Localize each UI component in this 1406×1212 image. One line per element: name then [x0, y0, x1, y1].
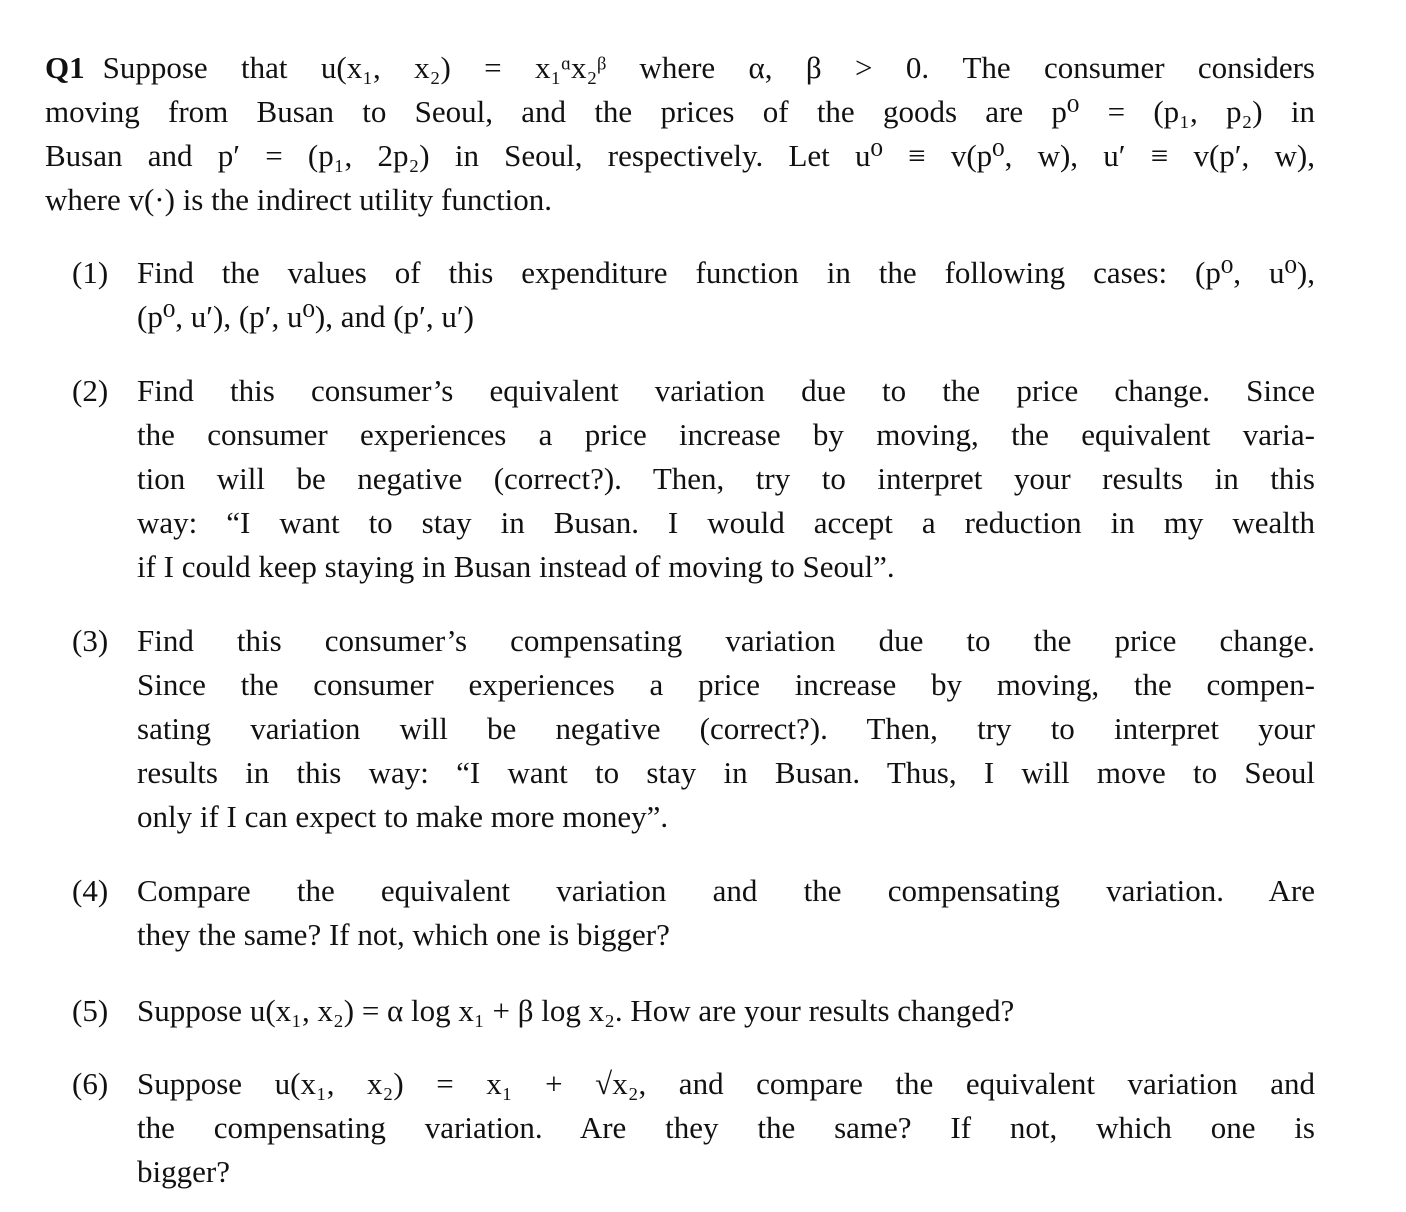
sub-question-line: if I could keep staying in Busan instead of moving to Seoul”. [137, 549, 895, 584]
sub-question-number: (4) [72, 873, 109, 908]
sub-question-number: (1) [72, 255, 109, 290]
question-line: where v(·) is the indirect utility function. [45, 182, 553, 217]
sub-question-5 [72, 989, 1315, 1033]
sub-question-line: Since the consumer experiences a price increase by moving, the compen- [137, 667, 1315, 702]
question-text: Suppose that u(x₁, x₂) = x₁ᵅx₂ᵝ where α, β > 0. The consumer considers [102, 50, 1315, 85]
sub-question-2 [72, 369, 1315, 589]
sub-question-line: only if I can expect to make more money”. [137, 799, 669, 834]
sub-question-line: they the same? If not, which one is bigger? [137, 917, 670, 952]
sub-question-6 [72, 1062, 1315, 1194]
sub-question-number: (2) [72, 373, 109, 408]
sub-question-line: sating variation will be negative (correct?). Then, try to interpret your [137, 711, 1315, 746]
sub-question-line: Find this consumer’s compensating variation due to the price change. [137, 623, 1315, 658]
sub-question-line: bigger? [137, 1154, 230, 1189]
sub-question-3 [72, 619, 1315, 839]
sub-question-line: Suppose u(x₁, x₂) = x₁ + √x₂, and compare the equivalent variation and [137, 1066, 1315, 1101]
sub-question-line: Suppose u(x₁, x₂) = α log x₁ + β log x₂. How are your results changed? [137, 993, 1015, 1028]
sub-question-line: Compare the equivalent variation and the compensating variation. Are [137, 873, 1315, 908]
sub-question-line: way: “I want to stay in Busan. I would accept a reduction in my wealth [137, 505, 1315, 540]
sub-question-line: the consumer experiences a price increase by moving, the equivalent varia- [137, 417, 1315, 452]
question-line: Busan and p′ = (p₁, 2p₂) in Seoul, respectively. Let u⁰ ≡ v(p⁰, w), u′ ≡ v(p′, w), [45, 138, 1315, 173]
sub-question-line: Find the values of this expenditure function in the following cases: (p⁰, u⁰), [137, 255, 1315, 290]
sub-question-number: (6) [72, 1066, 109, 1101]
sub-question-number: (3) [72, 623, 109, 658]
sub-question-line: (p⁰, u′), (p′, u⁰), and (p′, u′) [137, 299, 474, 334]
question-q1 [45, 46, 1315, 222]
sub-question-1 [72, 251, 1315, 339]
sub-question-line: Find this consumer’s equivalent variation due to the price change. Since [137, 373, 1315, 408]
sub-question-line: tion will be negative (correct?). Then, try to interpret your results in this [137, 461, 1315, 496]
sub-question-line: results in this way: “I want to stay in Busan. Thus, I will move to Seoul [137, 755, 1315, 790]
question-line [45, 46, 1315, 90]
sub-question-4 [72, 869, 1315, 957]
sub-question-line: the compensating variation. Are they the same? If not, which one is [137, 1110, 1315, 1145]
sub-question-number: (5) [72, 993, 109, 1028]
question-label: Q1 [45, 50, 85, 85]
question-line: moving from Busan to Seoul, and the prices of the goods are p⁰ = (p₁, p₂) in [45, 94, 1315, 129]
